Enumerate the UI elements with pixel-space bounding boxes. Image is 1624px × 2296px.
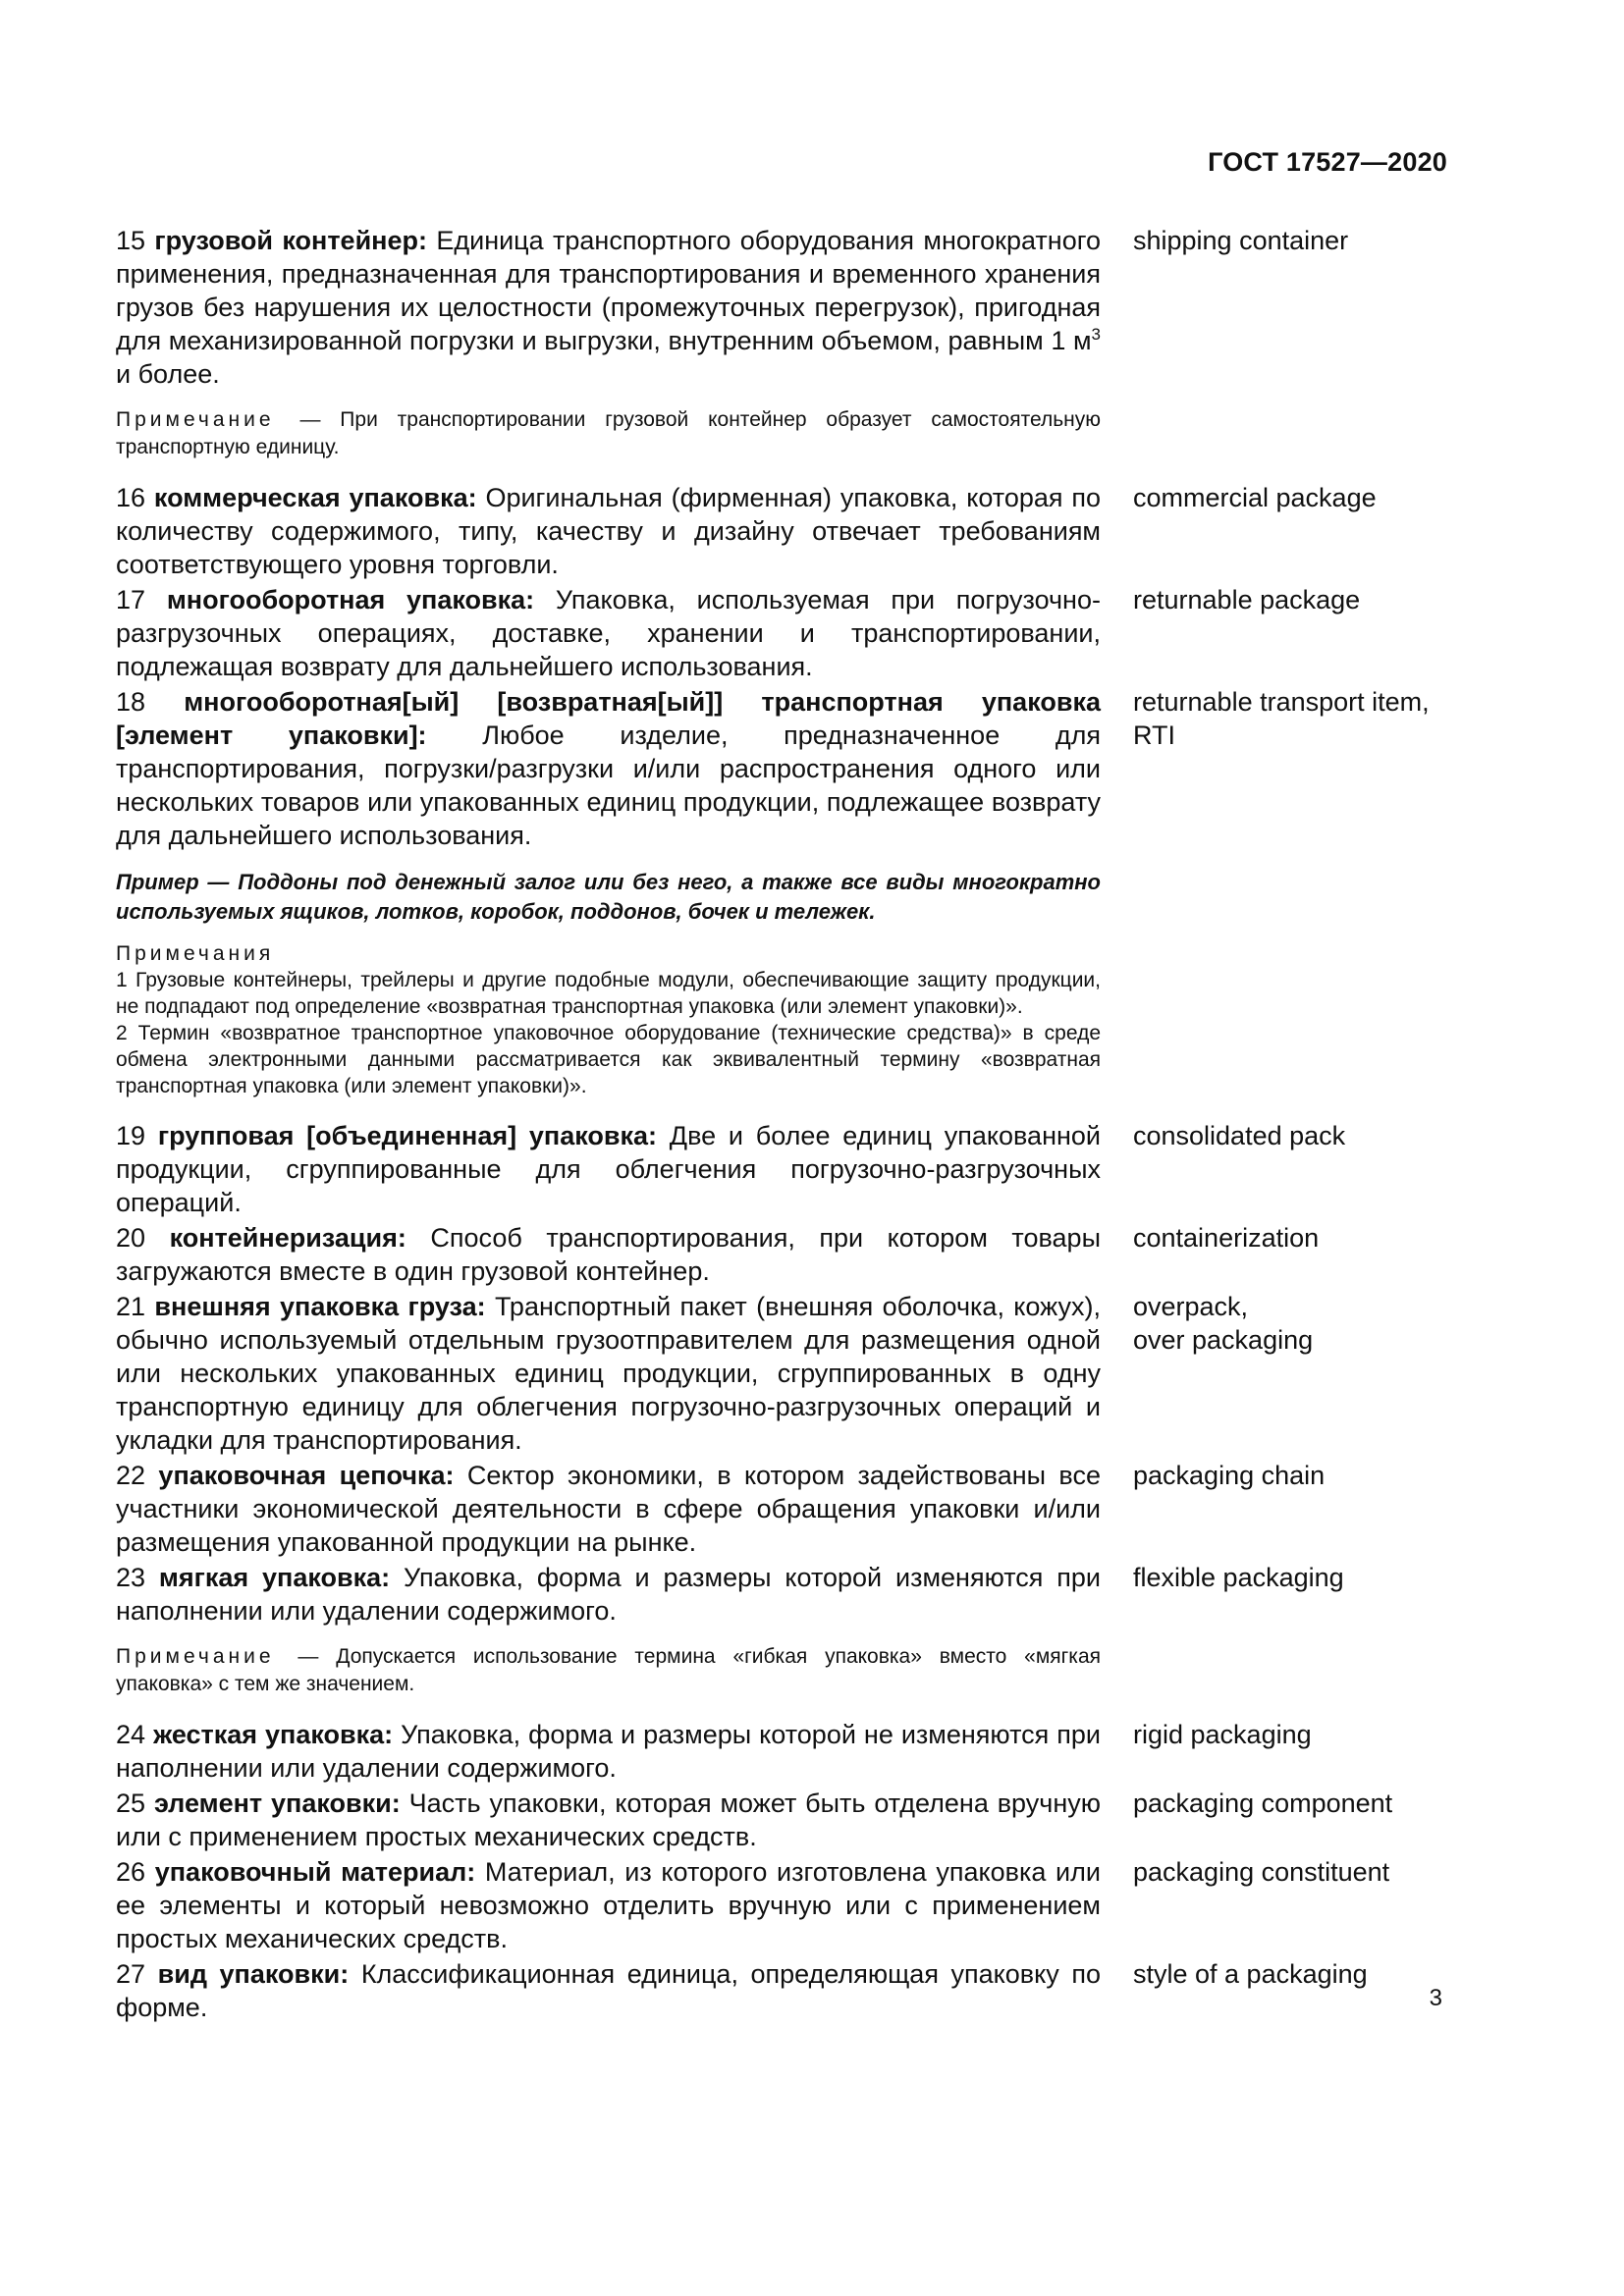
term-number: 27 [116,1959,146,1989]
document-code: ГОСТ 17527—2020 [1208,147,1447,177]
term-entry-24 [116,1718,1447,1785]
term-entry-17 [116,583,1447,683]
term-entry-25 [116,1787,1447,1853]
term-entry-19 [116,1119,1447,1219]
definition: 27 вид упаковки: Классификационная единица, определяющая упаковку по форме. [116,1959,1101,2022]
term-name: упаковочная цепочка: [158,1461,455,1490]
definition: 21 внешняя упаковка груза: Транспортный пакет (внешняя оболочка, кожух), обычно используемый отдельным грузоотправителем для размещения одной или нескольких упакованных единиц продукции, сгруппированных в одну транспортную единицу для облегчения погрузочно-разгрузочных операций и укладки для транспортирования. [116,1292,1101,1455]
term-number: 20 [116,1223,146,1253]
english-term: rigid packaging [1133,1720,1312,1749]
term-name: грузовой контейнер: [154,226,427,255]
term-name: коммерческая упаковка: [153,483,477,512]
term-name: мягкая упаковка: [158,1563,391,1592]
term-number: 16 [116,483,146,512]
term-name: элемент упаковки: [153,1789,401,1818]
english-term: packaging constituent [1133,1857,1390,1887]
definition: 17 многооборотная упаковка: Упаковка, используемая при погрузочно-разгрузочных операциях, доставке, хранении и транспортировании, подлежащая возврату для дальнейшего использования. [116,585,1101,681]
english-term-synonym: over packaging [1133,1325,1314,1355]
term-name: жесткая упаковка: [153,1720,394,1749]
english-term: packaging component [1133,1789,1393,1818]
note-1: 1 Грузовые контейнеры, трейлеры и другие подобные модули, обеспечивающие защиту продукции, не подпадают под определение «возвратная транспортная упаковка (или элемент упаковки)». [116,969,1101,1018]
superscript: 3 [1091,325,1101,344]
term-entry-21 [116,1290,1447,1457]
term-entry-27 [116,1957,1447,2024]
term-number: 18 [116,687,146,717]
note: Примечание — Допускается использование термина «гибкая упаковка» вместо «мягкая упаковка» с тем же значением. [116,1645,1101,1695]
term-number: 24 [116,1720,146,1749]
english-term: consolidated pack [1133,1121,1346,1150]
term-name: групповая [объединенная] упаковка: [157,1121,657,1150]
english-term: overpack, [1133,1292,1249,1321]
definition: 22 упаковочная цепочка: Сектор экономики, в котором задействованы все участники экономической деятельности в сфере обращения упаковки и/или размещения упакованной продукции на рынке. [116,1461,1101,1557]
term-entry-18 [116,685,1447,1099]
note: Примечание — При транспортировании грузовой контейнер образует самостоятельную транспортную единицу. [116,408,1102,458]
english-term: packaging chain [1133,1461,1326,1490]
term-number: 23 [116,1563,146,1592]
term-name: многооборотная упаковка: [166,585,535,614]
english-term: commercial package [1133,483,1377,512]
term-number: 26 [116,1857,146,1887]
term-name: внешняя упаковка груза: [154,1292,486,1321]
definition: 15 грузовой контейнер: Единица транспортного оборудования многократного применения, предназначенная для транспортирования и временного хранения грузов без нарушения их целостности (промежуточных перегрузок), пригодная для механизированной погрузки и выгрузки, внутренним объемом, равным 1 $м^3$ и более. [116,226,1101,389]
notes-label: Примечания [116,942,275,965]
definition: 18 многооборотная[ый] [возвратная[ый]] транспортная упаковка [элемент упаковки]: Любое изделие, предназначенное для транспортирования, погрузки/разгрузки и/или распространения одного или нескольких товаров или упакованных единиц продукции, подлежащее возврату для дальнейшего использования. [116,687,1101,850]
definition: 23 мягкая упаковка: Упаковка, форма и размеры которой изменяются при наполнении или удалении содержимого. [116,1563,1101,1626]
note-label: Примечание [116,408,275,431]
term-name: многооборотная[ый] [возвратная[ый]] транспортная упаковка [элемент упаковки]: [116,687,1101,750]
english-term: containerization [1133,1223,1320,1253]
note-2: 2 Термин «возвратное транспортное упаковочное оборудование (технические средства)» в среде обмена электронными данными рассматривается как эквивалентный термину «возвратная транспортная упаковка (или элемент упаковки)». [116,1022,1101,1097]
term-name: контейнеризация: [169,1223,406,1253]
term-number: 22 [116,1461,146,1490]
term-entry-23 [116,1561,1447,1698]
english-term-abbr: RTI [1133,721,1176,750]
definition: 24 жесткая упаковка: Упаковка, форма и размеры которой не изменяются при наполнении или удалении содержимого. [116,1720,1101,1783]
definition: 25 элемент упаковки: Часть упаковки, которая может быть отделена вручную или с применением простых механических средств. [116,1789,1101,1851]
term-number: 17 [116,585,146,614]
term-number: 19 [116,1121,146,1150]
definition: 26 упаковочный материал: Материал, из которого изготовлена упаковка или ее элементы и который невозможно отделить вручную или с применением простых механических средств. [116,1857,1101,1953]
definition: 20 контейнеризация: Способ транспортирования, при котором товары загружаются вместе в один грузовой контейнер. [116,1223,1101,1286]
term-entry-20 [116,1221,1447,1288]
term-name: упаковочный материал: [154,1857,476,1887]
terms-list [116,224,1447,2024]
definition: 16 коммерческая упаковка: Оригинальная (фирменная) упаковка, которая по количеству содержимого, типу, качеству и дизайну отвечает требованиям соответствующего уровня торговли. [116,483,1101,579]
term-number: 25 [116,1789,146,1818]
term-entry-22 [116,1459,1447,1559]
note-label: Примечание [116,1645,275,1668]
english-term: shipping container [1133,226,1349,255]
notes-block [116,940,1101,1099]
english-term: flexible packaging [1133,1563,1344,1592]
term-number: 15 [116,226,146,255]
english-term: style of a packaging [1133,1959,1368,1989]
term-entry-15 [116,224,1447,461]
term-entry-16 [116,481,1447,581]
english-term: returnable package [1133,585,1361,614]
example: Пример — Поддоны под денежный залог или без него, а также все виды многократно используемых ящиков, лотков, коробок, поддонов, бочек и тележек. [116,870,1101,924]
term-number: 21 [116,1292,146,1321]
page-number: 3 [1429,1985,1442,2011]
english-term: returnable transport item, [1133,687,1430,717]
term-entry-26 [116,1855,1447,1955]
term-name: вид упаковки: [157,1959,350,1989]
definition: 19 групповая [объединенная] упаковка: Две и более единиц упакованной продукции, сгруппированные для облегчения погрузочно-разгрузочных операций. [116,1121,1101,1217]
